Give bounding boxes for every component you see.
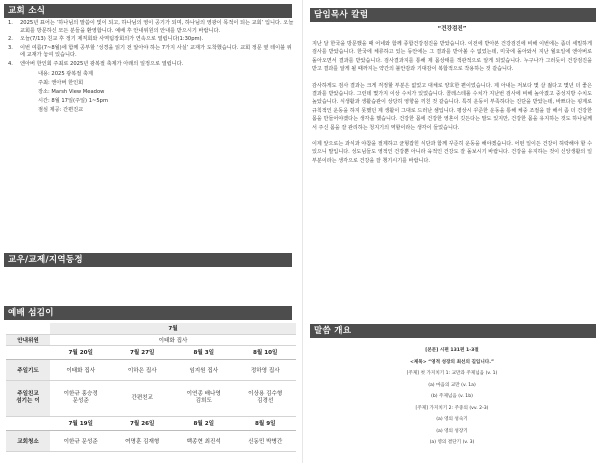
cleaning-label: 교회청소	[6, 430, 50, 451]
cleaning-date: 8월 2일	[173, 416, 235, 430]
notices-header: 교회 소식	[4, 4, 292, 18]
service-header: 예배 섬김이	[4, 306, 292, 320]
notice-text: 2025년 표어는 ‘하나님의 말씀이 빛이 되고, 하나님의 영이 공기가 되며, 하나님의 영광이 목적이 되는 교회’ 입니다. 오늘 교회를 방문하신 모든 분들을 환영합니다. 예배 후 안내위원의 안내를 받으시기 바랍니다.	[20, 20, 294, 34]
notice-number: 1.	[8, 20, 13, 26]
network-header: 교우/교제/지역동정	[4, 253, 292, 267]
outline-line: (a) 영의 결단기 (v. 3)	[429, 440, 475, 445]
column-divider	[302, 0, 303, 463]
sunday-prayer-cell: 이태화 집사	[50, 359, 112, 380]
outline-line: <제목> “영적 성장의 최선의 길입니다.”	[409, 359, 494, 365]
notice-item	[8, 45, 294, 60]
column-paragraph: 이제 앞으로는 과식과 야참을 절제하고 균형잡힌 식단과 함께 꾸준히 운동을 해야겠습니다. 어떤 일이든 건강이 허락해야 할 수 있으니 말입니다. 성도님들도 영적인 건강뿐 아니라 육적인 건강도 잘 돌보시기 바랍니다. 건강을 유지하는 것이 신앙생활의 일부분이라는 생각으로 건강을 잘 챙기시기를 바랍니다.	[312, 141, 592, 164]
fellowship-cell: 간편친교	[112, 380, 174, 416]
cleaning-cell: 이한규 문성준	[50, 430, 112, 451]
sunday-prayer-cell: 이하은 집사	[112, 359, 174, 380]
cleaning-date: 7월 26일	[112, 416, 174, 430]
cleaning-date: 8월 9일	[235, 416, 297, 430]
fellowship-cell: 이한규 홍승정 문성준	[50, 380, 112, 416]
outline-line: (a) 영의 성장기	[436, 428, 468, 434]
column-body	[312, 40, 592, 173]
festival-detail: 시간: 8월 17일(주일) 1~5pm	[38, 97, 109, 104]
notice-text: 엔아버 한인회 주최로 2025년 광복절 축제가 아래의 일정으로 열립니다.	[20, 60, 184, 67]
service-date: 7월 20일	[50, 345, 112, 359]
sermon-outline	[312, 345, 592, 449]
notice-text: 오늘(7/13) 친교 후 정기 제직회와 사역팀장회의가 연속으로 열립니다(1:30pm).	[20, 36, 204, 43]
festival-detail: 장소: Marsh View Meadow	[38, 88, 105, 95]
sunday-prayer-label: 주일기도	[6, 359, 50, 380]
notice-item	[8, 36, 294, 44]
outline-line: (a) 영의 성숙기	[436, 417, 468, 422]
outline-line: [주제] 가지치기 2: 주중의 (vv. 2-3)	[415, 405, 489, 411]
outline-line: [본문] 시편 131편 1-3절	[425, 348, 479, 353]
service-date: 8월 10일	[235, 345, 297, 359]
sunday-prayer-cell: 임지원 집사	[173, 359, 235, 380]
usher-label: 안내위원	[6, 334, 50, 345]
festival-details	[38, 70, 294, 115]
service-date: 8월 3일	[173, 345, 235, 359]
notice-number: 3.	[8, 44, 13, 51]
festival-detail: 내용: 2025 광복절 축제	[38, 70, 93, 77]
column-header: 담임목사 칼럼	[310, 8, 596, 22]
usher-value: 이태화 집사	[50, 334, 296, 345]
outline-line: (b) 주제넘음 (v. 1b)	[431, 394, 473, 399]
outline-header: 말씀 개요	[310, 324, 596, 338]
festival-detail: 주최: 앤아버 한인회	[38, 79, 84, 86]
column-paragraph: 감사하게도 검사 결과는 크게 걱정할 부분은 없었고 대체로 양호한 편이었습니다. 제 아내는 저보다 몇 살 젊다고 몇년 더 좋은 결과를 받았습니다. 그런데 몇가지 이상 수치가 있었습니다. 콜레스테롤 수치가 지난번 검사에 비해 높아졌고 중성지방 수치도 높았습니다. 식생활과 생활습관이 상당히 영향을 끼친 것 같습니다. 특히 운동이 부족하다는 진단을 받았는데, 바쁘다는 핑계로 규칙적인 운동을 하지 못했던 제 생활이 그대로 드러난 셈입니다. 평상시 꾸준한 운동을 통해 체중 조절을 잘 해서 좀 더 건강한 몸을 만들어야겠다는 생각을 했습니다. 건강한 몸에 건강한 영혼이 깃든다는 말도 있지만, 건강한 몸을 유지하는 것도 하나님께서 주신 몸을 잘 관리하는 청지기의 역할이라는 생각이 들었습니다.	[312, 82, 592, 131]
cleaning-date: 7월 19일	[50, 416, 112, 430]
column-paragraph: 지난 달 한국을 방문했을 때 어네와 함께 종합건강검진을 받았습니다. 이전에 받아본 건강검진에 비해 이번에는 좀더 세밀하게 검사를 받았습니다. 한국에 체류하고 있는 동안에는 그 결과를 받아볼 수 없었는데, 미국에 돌아와서 지난 월요일에 엔아버로 돌아오면서 결과를 받았습니다. 검사결과지를 통해 제 몸상태를 객관적으로 알게 되었습니다. 누구나가 그러듯이 건강검진을 받고 결과를 알게 될 때까지는 약간의 불안감과 기대감이 복합적으로 작용하는 것 같습니다.	[312, 41, 592, 73]
fellowship-cell: 이연종 배나영 김희도	[173, 380, 235, 416]
notices-list	[8, 20, 294, 115]
fellowship-cell: 이상용 김수형 김경선	[235, 380, 297, 416]
cleaning-cell: 백종현 최진석	[173, 430, 235, 451]
outline-line: [주제] 첫 가지치기 1: 교만과 주제넘음 (v. 1)	[406, 371, 498, 376]
festival-detail: 점심 제공: 간편진교	[38, 106, 84, 113]
sunday-prayer-cell: 정하영 집사	[235, 359, 297, 380]
fellowship-label: 주일친교 섬기는 이	[6, 380, 50, 416]
notice-text: 이번 여름(7~8월)에 함께 공부할 ‘성경을 읽기 전 알아야 하는 7가지 사실’ 교재가 도착했습니다. 교회 정문 옆 테이블 위에 교재가 놓여 있습니다.	[20, 44, 292, 59]
notice-item	[8, 20, 294, 35]
service-table	[6, 323, 296, 452]
notice-number: 2.	[8, 36, 13, 43]
service-date: 7월 27일	[112, 345, 174, 359]
outline-line: (a) 마음의 교만 (v. 1a)	[428, 382, 476, 388]
column-title: “건강검진”	[437, 26, 467, 32]
cleaning-cell: 여명훈 김재형	[112, 430, 174, 451]
cleaning-cell: 신동민 박병간	[235, 430, 297, 451]
notice-number: 4.	[8, 60, 13, 67]
service-month: 7월	[50, 323, 296, 334]
notice-item	[8, 61, 294, 69]
